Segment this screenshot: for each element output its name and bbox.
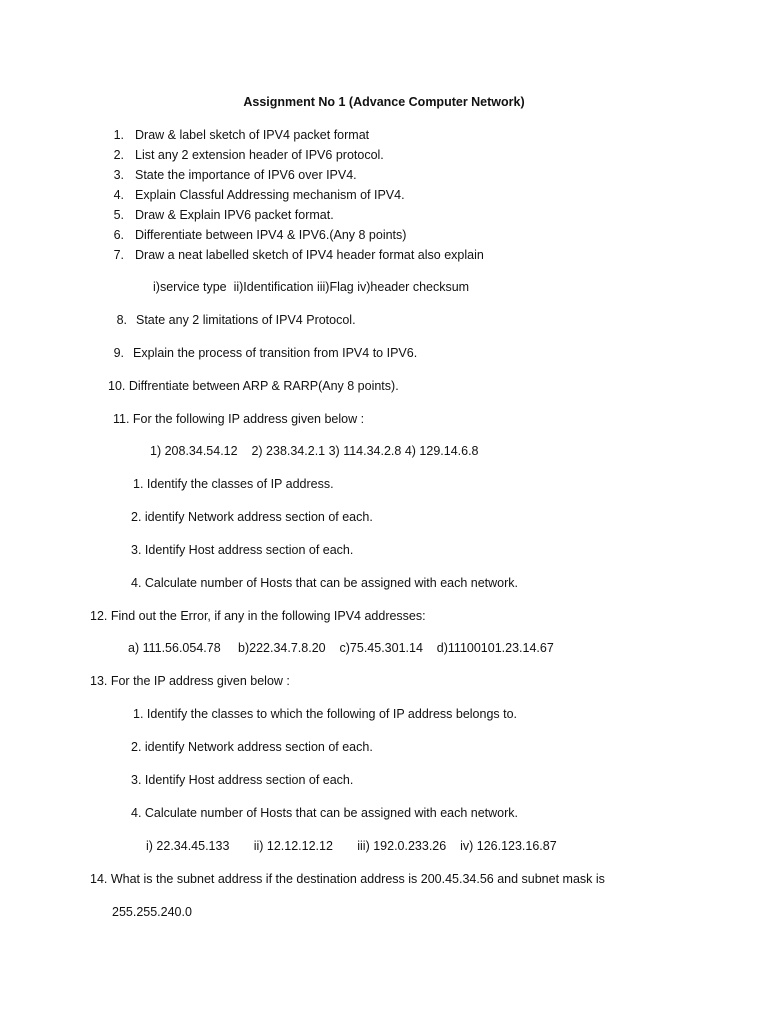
question-13: 13. For the IP address given below : — [90, 674, 290, 688]
question-3: State the importance of IPV6 over IPV4. — [135, 168, 357, 182]
list-number: 1. — [113, 128, 124, 142]
list-number: 5. — [113, 208, 124, 222]
question-11-addresses: 1) 208.34.54.12 2) 238.34.2.1 3) 114.34.2.8 4) 129.14.6.8 — [150, 444, 479, 458]
list-number: 7. — [113, 248, 124, 262]
question-13-item: 1. Identify the classes to which the following of IP address belongs to. — [133, 707, 518, 721]
question-7-subparts: i)service type ii)Identification iii)Flag iv)header checksum — [153, 280, 470, 294]
question-8: State any 2 limitations of IPV4 Protocol. — [136, 313, 356, 327]
question-5: Draw & Explain IPV6 packet format. — [135, 208, 334, 222]
question-14: 14. What is the subnet address if the destination address is 200.45.34.56 and subnet mask is — [90, 872, 605, 886]
document-title: Assignment No 1 (Advance Computer Network) — [243, 95, 525, 109]
list-number: 9. — [113, 346, 124, 360]
question-11-item: 2. identify Network address section of each. — [131, 510, 373, 524]
question-11-item: 1. Identify the classes of IP address. — [133, 477, 334, 491]
question-12-options: a) 111.56.054.78 b)222.34.7.8.20 c)75.45.301.14 d)11100101.23.14.67 — [128, 641, 554, 655]
question-13-item: 3. Identify Host address section of each. — [131, 773, 354, 787]
question-6: Differentiate between IPV4 & IPV6.(Any 8 points) — [135, 228, 407, 242]
question-12: 12. Find out the Error, if any in the following IPV4 addresses: — [90, 609, 426, 623]
list-number: 6. — [113, 228, 124, 242]
question-10: 10. Diffrentiate between ARP & RARP(Any 8 points). — [108, 379, 399, 393]
question-14-continuation: 255.255.240.0 — [112, 905, 192, 919]
question-4: Explain Classful Addressing mechanism of IPV4. — [135, 188, 405, 202]
question-11-item: 3. Identify Host address section of each. — [131, 543, 354, 557]
question-1: Draw & label sketch of IPV4 packet format — [135, 128, 370, 142]
question-13-item: 2. identify Network address section of each. — [131, 740, 373, 754]
list-number: 2. — [113, 148, 124, 162]
question-7: Draw a neat labelled sketch of IPV4 header format also explain — [135, 248, 484, 262]
list-number: 3. — [113, 168, 124, 182]
list-number: 4. — [113, 188, 124, 202]
list-number: 8. — [116, 313, 127, 327]
question-2: List any 2 extension header of IPV6 protocol. — [135, 148, 384, 162]
question-11: 11. For the following IP address given below : — [113, 412, 365, 426]
question-9: Explain the process of transition from IPV4 to IPV6. — [133, 346, 418, 360]
question-13-item: 4. Calculate number of Hosts that can be assigned with each network. — [131, 806, 519, 820]
question-11-item: 4. Calculate number of Hosts that can be assigned with each network. — [131, 576, 519, 590]
question-13-addresses: i) 22.34.45.133 ii) 12.12.12.12 iii) 192.0.233.26 iv) 126.123.16.87 — [146, 839, 557, 853]
